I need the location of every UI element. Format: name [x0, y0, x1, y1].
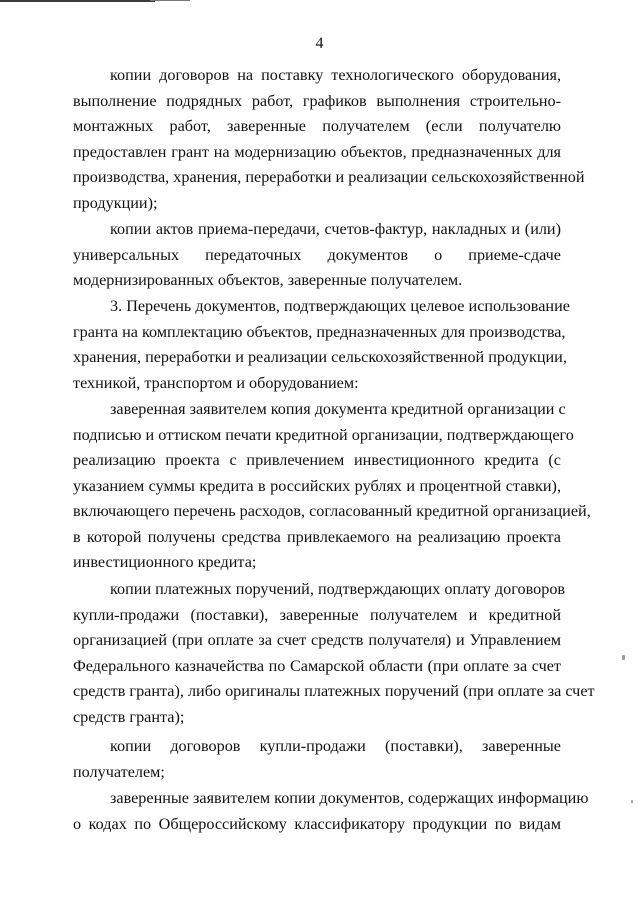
- paragraph-payment-orders: [73, 577, 595, 730]
- text-line: гранта на комплектацию объектов, предназначенных для производства,: [73, 322, 566, 341]
- text-line: монтажных работ, заверенные получателем (если получателю: [73, 117, 561, 135]
- scan-edge-mark: [150, 0, 190, 1]
- paragraph-credit-document: [73, 397, 591, 576]
- text-line: 3. Перечень документов, подтверждающих целевое использование: [110, 297, 570, 315]
- paragraph-sale-contracts: [73, 734, 561, 785]
- text-line: организацией (при оплате за счет средств получателя) и Управлением: [73, 631, 561, 649]
- text-line: подписью и оттиском печати кредитной организации, подтверждающего: [73, 425, 574, 444]
- scan-speck: [622, 655, 625, 660]
- text-line: копии договоров купли-продажи (поставки), заверенные: [110, 737, 561, 755]
- text-line: копии актов приема-передачи, счетов-фактур, накладных и (или): [110, 220, 561, 238]
- text-line: производства, хранения, переработки и реализации сельскохозяйственной: [73, 168, 585, 186]
- text-line: предоставлен грант на модернизацию объектов, предназначенных для: [73, 142, 561, 161]
- text-line: техникой, транспортом и оборудованием:: [73, 373, 359, 392]
- page-number: 4: [315, 35, 324, 52]
- scan-speck: [631, 800, 633, 803]
- text-line: включающего перечень расходов, согласованный кредитной организацией,: [73, 502, 591, 520]
- text-line: выполнение подрядных работ, графиков выполнения строительно-: [73, 91, 561, 110]
- paragraph-acceptance-acts: [73, 217, 561, 294]
- text-line: хранения, переработки и реализации сельскохозяйственной продукции,: [73, 348, 567, 366]
- text-line: о кодах по Общероссийскому классификатору продукции по видам: [73, 814, 561, 833]
- paragraph-section-3-heading: [73, 294, 570, 396]
- text-line: в которой получены средства привлекаемого на реализацию проекта: [73, 527, 561, 546]
- text-line: купли-продажи (поставки), заверенные получателем и кредитной: [73, 605, 561, 624]
- text-line: получателем;: [73, 762, 165, 781]
- paragraph-equipment-contracts: [73, 63, 585, 216]
- text-line: средств гранта), либо оригиналы платежных поручений (при оплате за счет: [73, 682, 595, 700]
- text-line: заверенная заявителем копия документа кредитной организации с: [110, 400, 566, 418]
- text-line: реализацию проекта с привлечением инвестиционного кредита (с: [73, 451, 561, 469]
- text-line: универсальных передаточных документов о приеме-сдаче: [73, 245, 561, 264]
- text-line: копии платежных поручений, подтверждающих оплату договоров: [110, 580, 566, 598]
- text-line: указанием суммы кредита в российских рублях и процентной ставки),: [73, 476, 561, 495]
- text-line: заверенные заявителем копии документов, содержащих информацию: [110, 789, 589, 807]
- text-line: Федерального казначейства по Самарской области (при оплате за счет: [73, 656, 561, 675]
- text-line: инвестиционного кредита;: [73, 553, 257, 571]
- paragraph-classifier-codes: [73, 786, 589, 837]
- scan-edge-mark: [0, 0, 155, 2]
- text-line: средств гранта);: [73, 707, 185, 726]
- text-line: продукции);: [73, 193, 158, 212]
- text-line: копии договоров на поставку технологического оборудования,: [110, 66, 561, 84]
- text-line: модернизированных объектов, заверенные получателем.: [73, 271, 463, 289]
